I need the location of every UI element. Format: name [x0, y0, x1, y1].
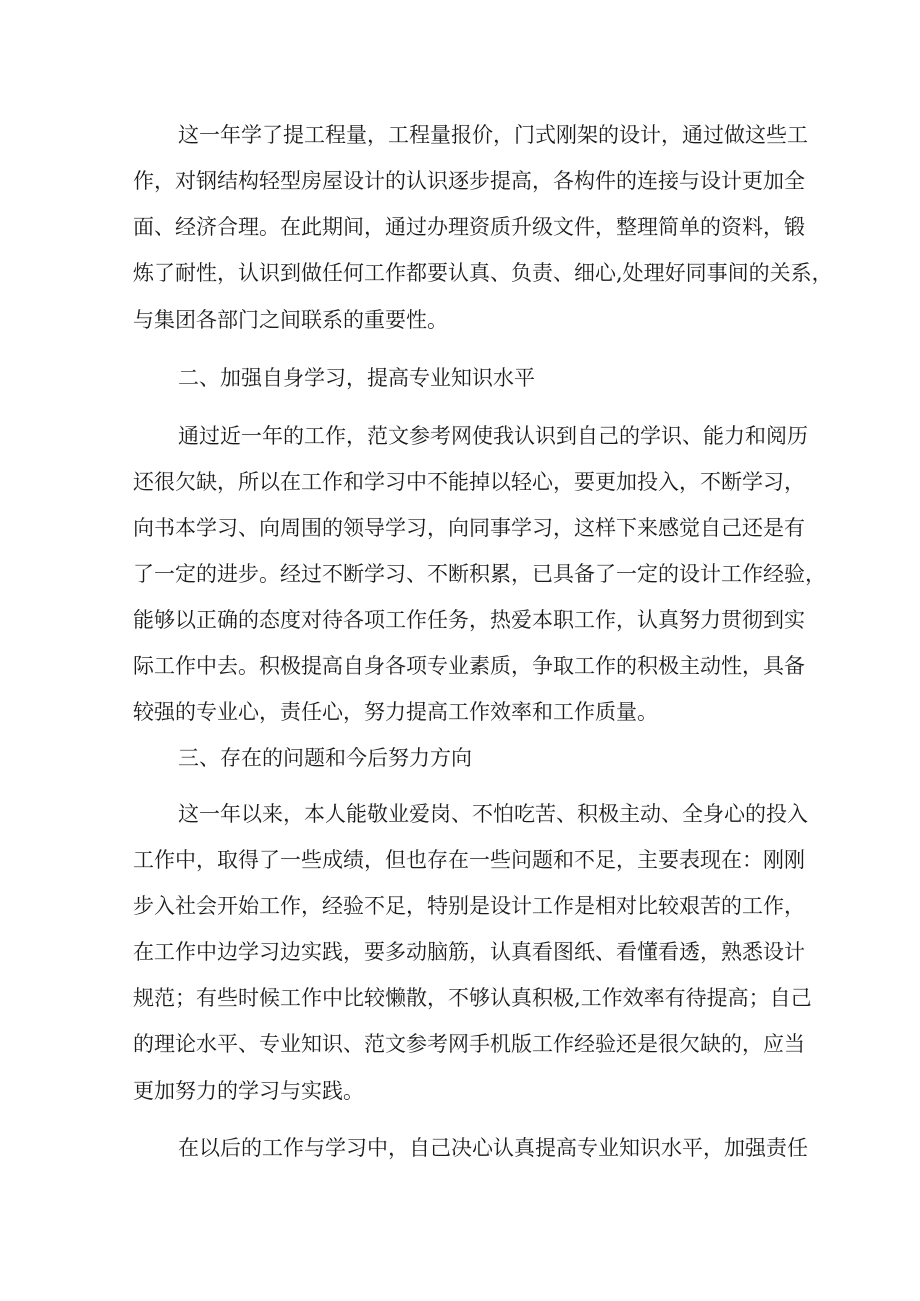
paragraph-line: 还很欠缺，所以在工作和学习中不能掉以轻心，要更加投入，不断学习， — [133, 470, 805, 494]
paragraph-line: 际工作中去。积极提高自身各项专业素质，争取工作的积极主动性，具备 — [133, 654, 805, 678]
paragraph-line: 这一年以来，本人能敬业爱岗、不怕吃苦、积极主动、全身心的投入 — [178, 802, 808, 826]
paragraph-line: 更加努力的学习与实践。 — [133, 1079, 364, 1103]
paragraph-line: 向书本学习、向周围的领导学习，向同事学习，这样下来感觉自己还是有 — [133, 516, 805, 540]
paragraph-line: 能够以正确的态度对待各项工作任务，热爱本职工作，认真努力贯彻到实 — [133, 608, 805, 632]
paragraph-line: 了一定的进步。经过不断学习、不断积累，已具备了一定的设计工作经验， — [133, 562, 826, 586]
paragraph-line: 规范；有些时候工作中比较懒散，不够认真积极,工作效率有待提高；自己 — [133, 986, 812, 1010]
paragraph-line: 这一年学了提工程量，工程量报价，门式刚架的设计，通过做这些工 — [178, 123, 808, 147]
paragraph-line: 工作中，取得了一些成绩，但也存在一些问题和不足，主要表现在：刚刚 — [133, 848, 805, 872]
paragraph-line: 步入社会开始工作，经验不足，特别是设计工作是相对比较艰苦的工作， — [133, 894, 805, 918]
paragraph-line: 与集团各部门之间联系的重要性。 — [133, 308, 448, 332]
paragraph-line: 通过近一年的工作，范文参考网使我认识到自己的学识、能力和阅历 — [178, 424, 808, 448]
paragraph-line: 炼了耐性，认识到做任何工作都要认真、负责、细心,处理好同事间的关系， — [133, 261, 833, 285]
section-heading: 二、加强自身学习，提高专业知识水平 — [178, 366, 535, 390]
paragraph-line: 在工作中边学习边实践，要多动脑筋，认真看图纸、看懂看透，熟悉设计 — [133, 940, 805, 964]
paragraph-line: 较强的专业心，责任心，努力提高工作效率和工作质量。 — [133, 700, 658, 724]
paragraph-line: 在以后的工作与学习中，自己决心认真提高专业知识水平，加强责任 — [178, 1136, 808, 1160]
paragraph-line: 的理论水平、专业知识、范文参考网手机版工作经验还是很欠缺的，应当 — [133, 1032, 805, 1056]
paragraph-line: 作，对钢结构轻型房屋设计的认识逐步提高，各构件的连接与设计更加全 — [133, 169, 805, 193]
paragraph-line: 面、经济合理。在此期间，通过办理资质升级文件，整理简单的资料，锻 — [133, 215, 805, 239]
section-heading: 三、存在的问题和今后努力方向 — [178, 746, 472, 770]
